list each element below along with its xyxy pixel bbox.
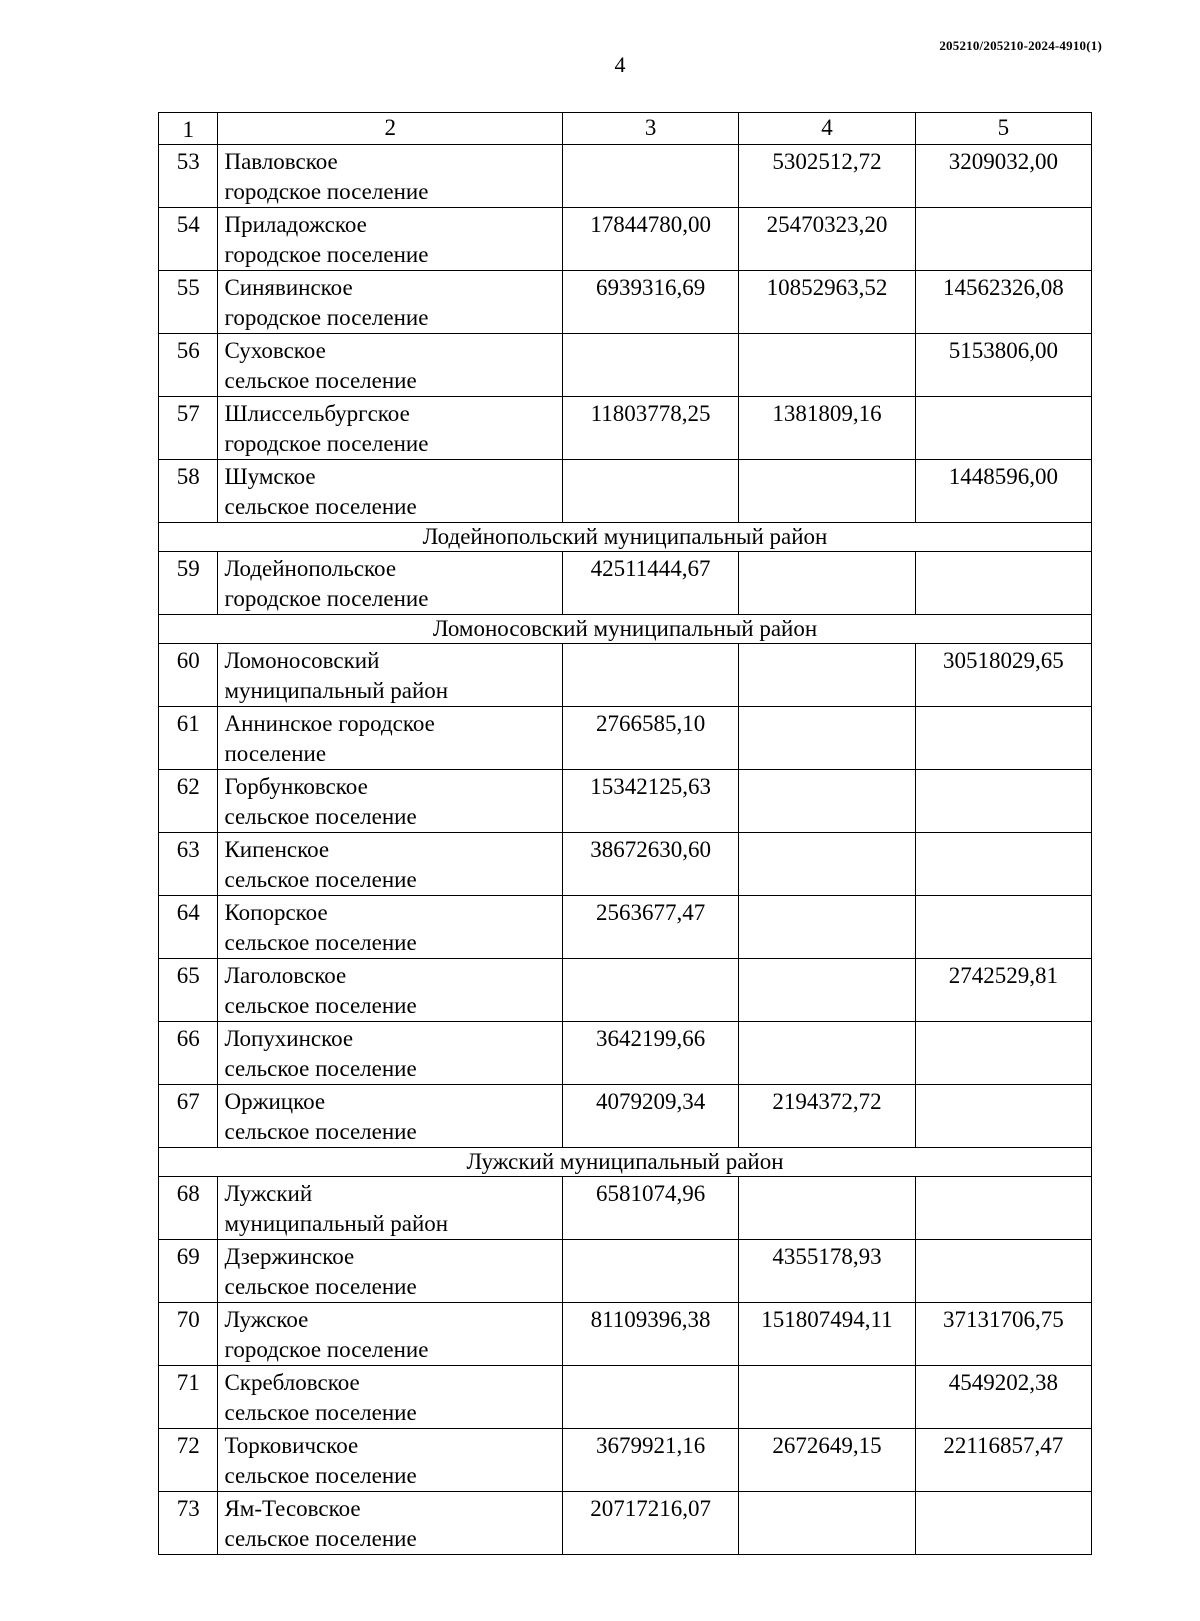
value-cell-c3: 4079209,34 — [562, 1085, 738, 1148]
municipality-name-line: сельское поселение — [224, 1056, 417, 1081]
municipality-name — [218, 145, 562, 208]
column-header-3: 3 — [562, 113, 738, 145]
value-cell-c5 — [915, 833, 1091, 896]
row-number: 57 — [159, 397, 218, 460]
value-cell-c4 — [739, 1177, 915, 1240]
table-row — [159, 644, 1092, 707]
row-number: 67 — [159, 1085, 218, 1148]
municipality-name-line: поселение — [224, 741, 327, 766]
row-number: 68 — [159, 1177, 218, 1240]
municipality-name-line: сельское поселение — [224, 1274, 417, 1299]
municipality-name — [218, 644, 562, 707]
value-cell-c5 — [915, 1492, 1091, 1555]
municipality-name — [218, 1240, 562, 1303]
value-cell-c4: 4355178,93 — [739, 1240, 915, 1303]
document-id: 205210/205210-2024-4910(1) — [939, 38, 1102, 53]
value-cell-c4: 2672649,15 — [739, 1429, 915, 1492]
municipality-name-line: городское поселение — [224, 431, 429, 456]
table-row — [159, 552, 1092, 615]
municipality-name — [218, 552, 562, 615]
table-body — [159, 113, 1092, 1555]
row-number: 61 — [159, 707, 218, 770]
value-cell-c5 — [915, 770, 1091, 833]
row-number: 73 — [159, 1492, 218, 1555]
table-row — [159, 833, 1092, 896]
value-cell-c5 — [915, 208, 1091, 271]
value-cell-c4 — [739, 770, 915, 833]
value-cell-c5: 4549202,38 — [915, 1366, 1091, 1429]
row-number: 63 — [159, 833, 218, 896]
municipality-name — [218, 1085, 562, 1148]
allocation-table — [158, 112, 1092, 1555]
table-row — [159, 1085, 1092, 1148]
row-number: 66 — [159, 1022, 218, 1085]
value-cell-c4: 1381809,16 — [739, 397, 915, 460]
value-cell-c3 — [562, 644, 738, 707]
municipality-name — [218, 1366, 562, 1429]
value-cell-c3: 2766585,10 — [562, 707, 738, 770]
row-number: 55 — [159, 271, 218, 334]
value-cell-c4: 25470323,20 — [739, 208, 915, 271]
municipality-name-line: сельское поселение — [224, 867, 417, 892]
municipality-name — [218, 1177, 562, 1240]
row-number: 60 — [159, 644, 218, 707]
table-row — [159, 208, 1092, 271]
table-row — [159, 1492, 1092, 1555]
row-number: 69 — [159, 1240, 218, 1303]
value-cell-c5 — [915, 1177, 1091, 1240]
table-row — [159, 959, 1092, 1022]
value-cell-c3: 20717216,07 — [562, 1492, 738, 1555]
municipality-name-line: Оржицкое — [224, 1089, 326, 1114]
municipality-name — [218, 1303, 562, 1366]
municipality-name-line: Копорское — [224, 900, 328, 925]
municipality-name — [218, 1429, 562, 1492]
municipality-name-line: Суховское — [224, 338, 326, 363]
table-row — [159, 1303, 1092, 1366]
section-title: Лужский муниципальный район — [159, 1148, 1092, 1177]
section-header-row — [159, 523, 1092, 552]
municipality-name-line: Ломоносовский — [224, 648, 380, 673]
municipality-name-line: Лодейнопольское — [224, 556, 397, 581]
value-cell-c5 — [915, 397, 1091, 460]
value-cell-c5: 3209032,00 — [915, 145, 1091, 208]
municipality-name-line: Шлиссельбургское — [224, 401, 410, 426]
municipality-name-line: сельское поселение — [224, 993, 417, 1018]
row-number: 71 — [159, 1366, 218, 1429]
municipality-name — [218, 208, 562, 271]
column-header-1: 1 — [159, 113, 218, 145]
municipality-name-line: Ям-Тесовское — [224, 1496, 361, 1521]
municipality-name-line: Лужское — [224, 1307, 309, 1332]
value-cell-c3: 2563677,47 — [562, 896, 738, 959]
value-cell-c4 — [739, 334, 915, 397]
row-number: 58 — [159, 460, 218, 523]
value-cell-c4 — [739, 707, 915, 770]
municipality-name — [218, 397, 562, 460]
municipality-name-line: Аннинское городское — [224, 711, 435, 736]
municipality-name — [218, 460, 562, 523]
municipality-name — [218, 1022, 562, 1085]
value-cell-c4 — [739, 1492, 915, 1555]
municipality-name-line: Скребловское — [224, 1370, 360, 1395]
municipality-name-line: Шумское — [224, 464, 316, 489]
value-cell-c5: 1448596,00 — [915, 460, 1091, 523]
municipality-name-line: городское поселение — [224, 179, 429, 204]
value-cell-c5 — [915, 1085, 1091, 1148]
municipality-name-line: муниципальный район — [224, 1211, 449, 1236]
value-cell-c4 — [739, 896, 915, 959]
municipality-name-line: сельское поселение — [224, 368, 417, 393]
value-cell-c3 — [562, 145, 738, 208]
value-cell-c4: 10852963,52 — [739, 271, 915, 334]
value-cell-c4: 2194372,72 — [739, 1085, 915, 1148]
table-row — [159, 1429, 1092, 1492]
table-row — [159, 397, 1092, 460]
municipality-name-line: городское поселение — [224, 586, 429, 611]
table-row — [159, 460, 1092, 523]
value-cell-c5: 2742529,81 — [915, 959, 1091, 1022]
value-cell-c5: 5153806,00 — [915, 334, 1091, 397]
value-cell-c3 — [562, 1366, 738, 1429]
municipality-name-line: сельское поселение — [224, 1463, 417, 1488]
row-number: 65 — [159, 959, 218, 1022]
municipality-name-line: Синявинское — [224, 275, 353, 300]
value-cell-c3: 42511444,67 — [562, 552, 738, 615]
value-cell-c3: 3679921,16 — [562, 1429, 738, 1492]
table-row — [159, 1177, 1092, 1240]
row-number: 53 — [159, 145, 218, 208]
value-cell-c3: 11803778,25 — [562, 397, 738, 460]
municipality-name-line: сельское поселение — [224, 804, 417, 829]
value-cell-c5 — [915, 1240, 1091, 1303]
value-cell-c5: 22116857,47 — [915, 1429, 1091, 1492]
value-cell-c4 — [739, 833, 915, 896]
value-cell-c3: 38672630,60 — [562, 833, 738, 896]
value-cell-c3: 6581074,96 — [562, 1177, 738, 1240]
municipality-name-line: Лужский — [224, 1181, 313, 1206]
column-header-2: 2 — [218, 113, 562, 145]
table-row — [159, 145, 1092, 208]
municipality-name — [218, 959, 562, 1022]
value-cell-c5: 30518029,65 — [915, 644, 1091, 707]
municipality-name-line: сельское поселение — [224, 1526, 417, 1551]
municipality-name-line: сельское поселение — [224, 1119, 417, 1144]
municipality-name — [218, 896, 562, 959]
value-cell-c5 — [915, 552, 1091, 615]
value-cell-c4: 151807494,11 — [739, 1303, 915, 1366]
municipality-name-line: муниципальный район — [224, 678, 449, 703]
value-cell-c5 — [915, 707, 1091, 770]
value-cell-c4 — [739, 644, 915, 707]
municipality-name-line: Дзержинское — [224, 1244, 355, 1269]
value-cell-c4: 5302512,72 — [739, 145, 915, 208]
table-row — [159, 1366, 1092, 1429]
municipality-name-line: сельское поселение — [224, 1400, 417, 1425]
value-cell-c3: 17844780,00 — [562, 208, 738, 271]
municipality-name-line: городское поселение — [224, 242, 429, 267]
value-cell-c4 — [739, 460, 915, 523]
table-row — [159, 334, 1092, 397]
table-row — [159, 770, 1092, 833]
municipality-name-line: Горбунковское — [224, 774, 368, 799]
value-cell-c3: 81109396,38 — [562, 1303, 738, 1366]
value-cell-c3 — [562, 959, 738, 1022]
table-header-row — [159, 113, 1092, 145]
value-cell-c5: 37131706,75 — [915, 1303, 1091, 1366]
row-number: 56 — [159, 334, 218, 397]
municipality-name — [218, 271, 562, 334]
section-title: Ломоносовский муниципальный район — [159, 615, 1092, 644]
column-header-4: 4 — [739, 113, 915, 145]
municipality-name — [218, 334, 562, 397]
row-number: 54 — [159, 208, 218, 271]
value-cell-c3 — [562, 460, 738, 523]
row-number: 70 — [159, 1303, 218, 1366]
section-header-row — [159, 1148, 1092, 1177]
value-cell-c5 — [915, 896, 1091, 959]
municipality-name — [218, 1492, 562, 1555]
value-cell-c3: 3642199,66 — [562, 1022, 738, 1085]
value-cell-c3: 6939316,69 — [562, 271, 738, 334]
municipality-name-line: Лаголовское — [224, 963, 347, 988]
municipality-name — [218, 707, 562, 770]
value-cell-c3: 15342125,63 — [562, 770, 738, 833]
municipality-name-line: Торковичское — [224, 1433, 359, 1458]
municipality-name-line: городское поселение — [224, 305, 429, 330]
value-cell-c4 — [739, 552, 915, 615]
municipality-name-line: Павловское — [224, 149, 338, 174]
table-row — [159, 707, 1092, 770]
value-cell-c4 — [739, 959, 915, 1022]
row-number: 72 — [159, 1429, 218, 1492]
value-cell-c5: 14562326,08 — [915, 271, 1091, 334]
value-cell-c3 — [562, 334, 738, 397]
municipality-name-line: Кипенское — [224, 837, 330, 862]
municipality-name-line: Лопухинское — [224, 1026, 354, 1051]
section-header-row — [159, 615, 1092, 644]
section-title: Лодейнопольский муниципальный район — [159, 523, 1092, 552]
page-number: 4 — [614, 52, 626, 77]
row-number: 59 — [159, 552, 218, 615]
column-header-5: 5 — [915, 113, 1091, 145]
municipality-name-line: сельское поселение — [224, 494, 417, 519]
municipality-name-line: сельское поселение — [224, 930, 417, 955]
table-row — [159, 896, 1092, 959]
row-number: 64 — [159, 896, 218, 959]
value-cell-c3 — [562, 1240, 738, 1303]
row-number: 62 — [159, 770, 218, 833]
table-row — [159, 1022, 1092, 1085]
table-row — [159, 1240, 1092, 1303]
municipality-name — [218, 833, 562, 896]
municipality-name-line: Приладожское — [224, 212, 367, 237]
value-cell-c4 — [739, 1366, 915, 1429]
value-cell-c4 — [739, 1022, 915, 1085]
value-cell-c5 — [915, 1022, 1091, 1085]
table-row — [159, 271, 1092, 334]
municipality-name — [218, 770, 562, 833]
municipality-name-line: городское поселение — [224, 1337, 429, 1362]
